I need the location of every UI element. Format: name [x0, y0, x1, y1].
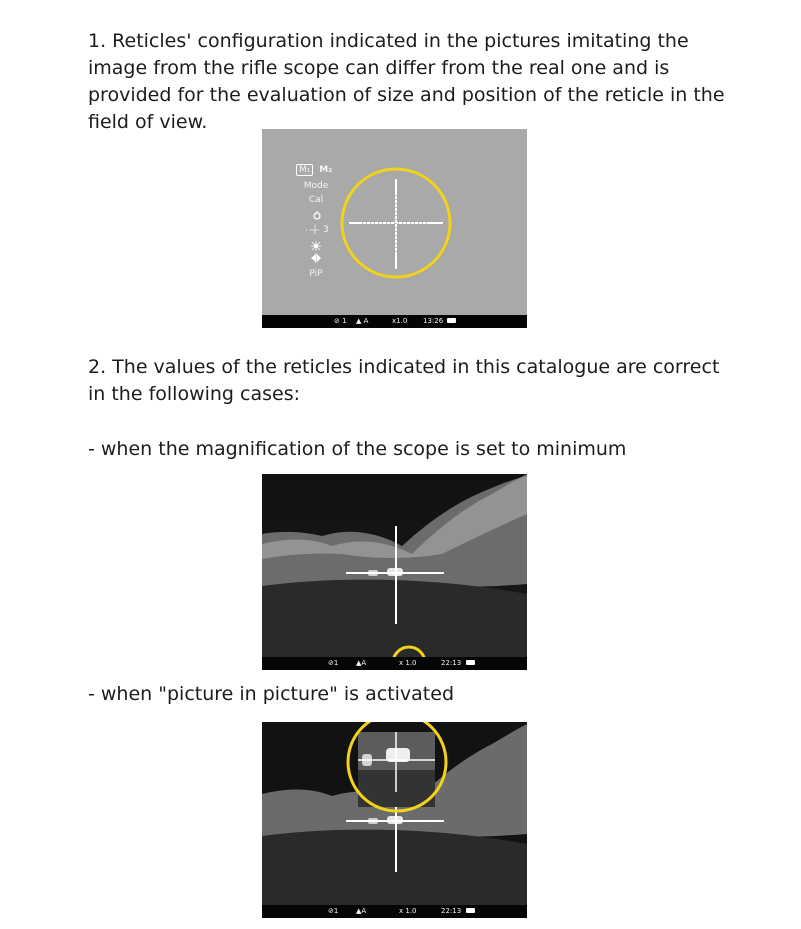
menu-reticle-value: 3: [323, 225, 329, 235]
reticle-overlay: [262, 129, 527, 328]
menu-cal: Cal: [308, 195, 324, 205]
thermal-image: [262, 722, 527, 918]
menu-pip: PiP: [309, 269, 323, 279]
paragraph-min-magnification: - when the magnification of the scope is set to minimum: [88, 438, 627, 460]
status-zoom: x 1.0: [399, 907, 417, 915]
status-time: 22:13: [441, 659, 462, 667]
status-profile: ⊘1: [328, 659, 339, 667]
arrows-icon: [311, 253, 321, 263]
status-bar: [262, 315, 527, 328]
thermal-image: [262, 474, 527, 670]
scope-menu-screenshot: [262, 129, 527, 328]
memory-profile-selector: [296, 165, 340, 175]
status-bar: [262, 657, 527, 670]
status-time: 13:26: [423, 317, 444, 325]
battery-icon: [447, 318, 456, 323]
status-profile: ⊘1: [328, 907, 339, 915]
brightness-icon: [311, 241, 321, 251]
battery-icon: [466, 660, 475, 665]
thermal-scene-pip: [262, 722, 527, 918]
status-zoom: x1.0: [392, 317, 408, 325]
status-mode: ▲A: [356, 659, 367, 667]
menu-mode: Mode: [303, 181, 329, 191]
profile-m1: M₁: [296, 164, 313, 176]
paragraph-reticle-configuration: 1. Reticles' configuration indicated in the pictures imitating the image from the rifle scope can differ from the real one and is provided for the evaluation of size and position of the reticle in the field of view.: [88, 30, 725, 133]
wrench-icon: [314, 213, 320, 219]
thermal-scene-min-magnification: [262, 474, 527, 670]
status-zoom: x 1.0: [399, 659, 417, 667]
battery-icon: [466, 908, 475, 913]
paragraph-pip-activated: - when "picture in picture" is activated: [88, 683, 455, 705]
status-bar: [262, 905, 527, 918]
paragraph-values-correct: 2. The values of the reticles indicated in this catalogue are correct in the following cases:: [88, 356, 720, 405]
status-mode: ▲A: [356, 907, 367, 915]
status-profile: ⊘ 1: [334, 317, 347, 325]
profile-m2: M₂: [319, 165, 333, 175]
status-time: 22:13: [441, 907, 462, 915]
status-mode: ▲ A: [356, 317, 369, 325]
